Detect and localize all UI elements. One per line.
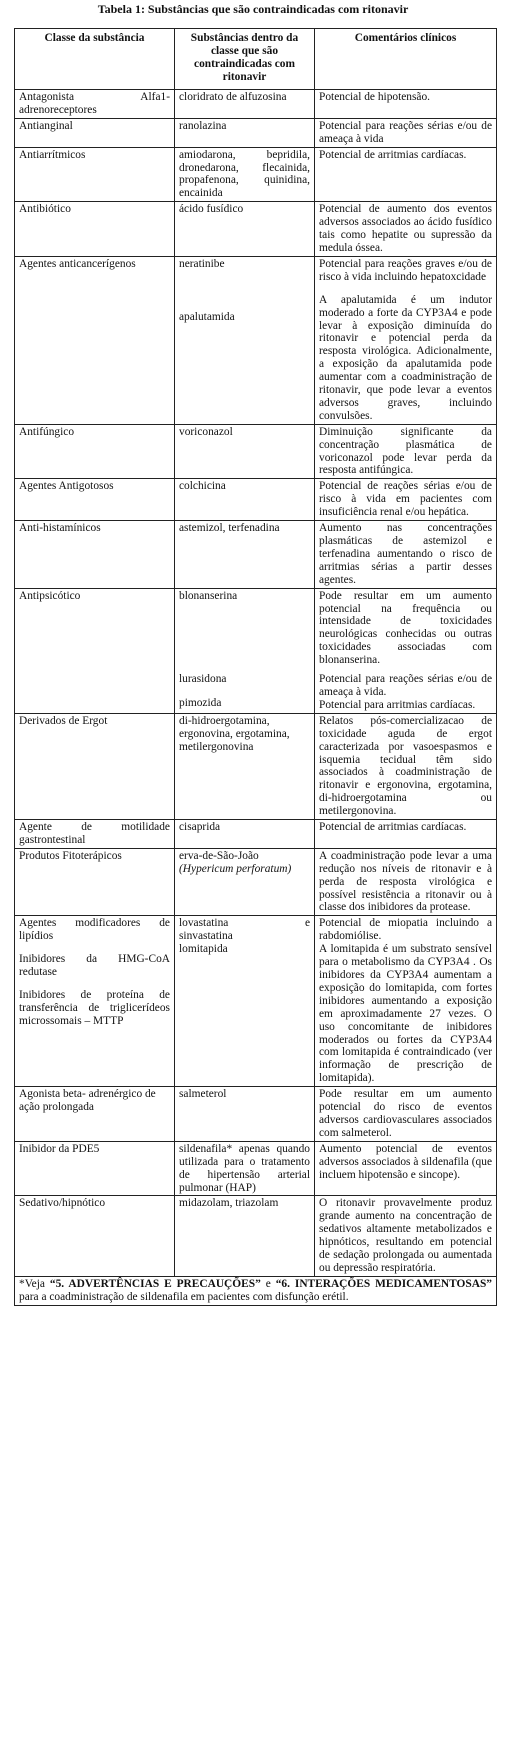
row-class-extra: Inibidores de proteína de transferência de triglicerídeos microssomais – MTTP bbox=[19, 989, 170, 1027]
row-drug: salmeterol bbox=[175, 1087, 315, 1142]
spacer bbox=[19, 943, 170, 953]
row-drug: di-hidroergotamina, ergonovina, ergotamina, metilergonovina bbox=[175, 713, 315, 819]
spacer bbox=[19, 979, 170, 989]
row-drug: amiodarona, bepridila, dronedarona, flecainida, propafenona, quinidina, encainida bbox=[175, 147, 315, 202]
row-class: Inibidor da PDE5 bbox=[15, 1141, 175, 1196]
row-drug: pimozida bbox=[179, 697, 222, 710]
table-row bbox=[15, 1196, 497, 1276]
row-comment: Pode resultar em um aumento potencial do risco de eventos adversos cardiovasculares associados com salmeterol. bbox=[315, 1087, 497, 1142]
row-comment: Potencial de aumento dos eventos adversos associados ao ácido fusídico tais como hepatite ou supressão da medula óssea. bbox=[315, 202, 497, 257]
row-drug: astemizol, terfenadina bbox=[175, 521, 315, 589]
row-drug: lomitapida bbox=[179, 943, 228, 956]
row-drug: voriconazol bbox=[175, 424, 315, 479]
row-class: Produtos Fitoterápicos bbox=[15, 848, 175, 916]
row-drug-cell bbox=[175, 588, 315, 713]
row-comment: A apalutamida é um indutor moderado a forte da CYP3A4 e pode levar à exposição diminuída do ritonavir e potencial perda da resposta virológica. Adicionalmente, a exposição da apalutamida pode aumentar com a coadministração de ritonavir, que pode levar a eventos adversos graves, incluindo convulsões. bbox=[319, 293, 492, 422]
row-drug: ácido fusídico bbox=[175, 202, 315, 257]
row-drug: erva-de-São-João bbox=[179, 849, 259, 862]
row-comment: Aumento potencial de eventos adversos associados à sildenafila (que incluem hipotensão e sincope). bbox=[315, 1141, 497, 1196]
row-comment: O ritonavir provavelmente produz grande aumento na concentração de sedativos altamente metabolizados e hipnóticos, resultando em potencial de sedação prolongada ou aumentada ou depressão respiratória. bbox=[315, 1196, 497, 1276]
row-comment: Pode resultar em um aumento potencial na frequência ou intensidade de toxicidades neurológicas conhecidas ou outras toxicidades associadas com blonanserina. bbox=[319, 589, 492, 667]
row-drug: sildenafila* apenas quando utilizada para o tratamento de hipertensão arterial pulmonar (HAP) bbox=[175, 1141, 315, 1196]
footnote-ref-interactions: “6. INTERAÇÕES MEDICAMENTOSAS” bbox=[275, 1277, 493, 1290]
row-class: Agentes modificadores de lipídios bbox=[19, 917, 170, 943]
row-comment: Potencial para reações graves e/ou de risco à vida incluindo hepatoxcidade bbox=[319, 257, 492, 283]
row-class: Anti-histamínicos bbox=[15, 521, 175, 589]
row-drug: midazolam, triazolam bbox=[175, 1196, 315, 1276]
contraindications-table bbox=[14, 28, 497, 1306]
row-comment: A coadministração pode levar a uma redução nos níveis de ritonavir e à perda de resposta virológica e possível resistência a ritonavir ou à classe dos inibidores da protease. bbox=[315, 848, 497, 916]
table-row bbox=[15, 521, 497, 589]
table-row bbox=[15, 820, 497, 849]
row-class-cell bbox=[15, 916, 175, 1087]
row-drug: cisaprida bbox=[175, 820, 315, 849]
row-class: Antibiótico bbox=[15, 202, 175, 257]
footnote-prefix: *Veja bbox=[19, 1277, 45, 1290]
row-comment: Potencial de hipotensão. bbox=[315, 90, 497, 119]
table-row bbox=[15, 1087, 497, 1142]
footnote-suffix: para a coadministração de sildenafila em pacientes com disfunção erétil. bbox=[19, 1290, 349, 1303]
row-comment: Potencial para reações sérias e/ou de ameaça à vida bbox=[315, 118, 497, 147]
row-comment: Potencial de arritmias cardíacas. bbox=[315, 147, 497, 202]
table-row bbox=[15, 1141, 497, 1196]
header-substances: Substâncias dentro da classe que são contraindicadas com ritonavir bbox=[175, 29, 315, 90]
row-drug: cloridrato de alfuzosina bbox=[175, 90, 315, 119]
row-class: Agente de motilidade gastrontestinal bbox=[15, 820, 175, 849]
footnote-mid: e bbox=[265, 1277, 271, 1290]
row-drug: lovastatina e bbox=[179, 917, 310, 930]
footnote bbox=[15, 1276, 497, 1305]
row-class: Derivados de Ergot bbox=[15, 713, 175, 819]
row-class: Antifúngico bbox=[15, 424, 175, 479]
row-drug: sinvastatina bbox=[179, 930, 233, 943]
row-drug: ranolazina bbox=[175, 118, 315, 147]
table-row bbox=[15, 90, 497, 119]
row-comment: Potencial para reações sérias e/ou de ameaça à vida. bbox=[319, 673, 492, 698]
spacer bbox=[179, 685, 310, 697]
header-class: Classe da substância bbox=[15, 29, 175, 90]
row-drug: lurasidona bbox=[179, 672, 227, 685]
table-row bbox=[15, 588, 497, 713]
row-comment: Aumento nas concentrações plasmáticas de astemizol e terfenadina aumentando o risco de arritmias sérias a partir desses agentes. bbox=[315, 521, 497, 589]
table-row bbox=[15, 118, 497, 147]
table-row bbox=[15, 479, 497, 521]
row-drug: colchicina bbox=[175, 479, 315, 521]
table-header-row bbox=[15, 29, 497, 90]
row-class: Antipsicótico bbox=[15, 588, 175, 713]
row-comment-cell bbox=[315, 588, 497, 713]
row-drug: neratinibe bbox=[179, 257, 225, 270]
row-comment: Diminuição significante da concentração plasmática de voriconazol pode levar perda da resposta antifúngica. bbox=[315, 424, 497, 479]
row-class: Agentes Antigotosos bbox=[15, 479, 175, 521]
spacer bbox=[179, 271, 310, 311]
row-comment-cell bbox=[315, 916, 497, 1087]
row-comment: A lomitapida é um substrato sensível para o metabolismo da CYP3A4 . Os inibidores da CYP3A4 aumentam a exposição do lomitapida, com fortes inibidores aumentando a exposição em aproximadamente 27 vezes. O uso concomitante de inibidores moderados ou fortes da CYP3A4 com lomitapida é contraindicado (ver informação de prescrição de lomitapida). bbox=[319, 943, 492, 1085]
header-comments: Comentários clínicos bbox=[315, 29, 497, 90]
row-comment: Potencial para arritmias cardíacas. bbox=[319, 698, 476, 711]
row-comment: Potencial de arritmias cardíacas. bbox=[315, 820, 497, 849]
table-row bbox=[15, 713, 497, 819]
row-drug: apalutamida bbox=[179, 310, 235, 323]
row-drug: blonanserina bbox=[179, 589, 238, 602]
row-class: Antianginal bbox=[15, 118, 175, 147]
spacer bbox=[179, 603, 310, 673]
row-class: Antagonista Alfa1-adrenoreceptores bbox=[15, 90, 175, 119]
footnote-row bbox=[15, 1276, 497, 1305]
row-class: Agonista beta- adrenérgico de ação prolongada bbox=[15, 1087, 175, 1142]
row-comment: Potencial de reações sérias e/ou de risco à vida em pacientes com insuficiência renal e/ou hepática. bbox=[315, 479, 497, 521]
row-class: Antiarrítmicos bbox=[15, 147, 175, 202]
table-row bbox=[15, 848, 497, 916]
row-comment: Relatos pós-comercializacao de toxicidade aguda de ergot caracterizada por vasoespasmos e isquemia tecidual têm sido associados à coadministração de ritonavir e ergonovina, ergotamina, di-hidroergotamina ou metilergonovina. bbox=[315, 713, 497, 819]
spacer bbox=[319, 284, 492, 294]
row-class-extra: Inibidores da HMG-CoA redutase bbox=[19, 953, 170, 979]
row-drug-cell bbox=[175, 848, 315, 916]
row-drug-cell bbox=[175, 916, 315, 1087]
row-class: Agentes anticancerígenos bbox=[15, 256, 175, 424]
row-class: Sedativo/hipnótico bbox=[15, 1196, 175, 1276]
table-row bbox=[15, 256, 497, 424]
table-row bbox=[15, 147, 497, 202]
row-comment: Potencial de miopatia incluindo a rabdomiólise. bbox=[319, 917, 492, 943]
row-comment-cell bbox=[315, 256, 497, 424]
row-drug-latin: (Hypericum perforatum) bbox=[179, 862, 292, 875]
footnote-ref-warnings: “5. ADVERTÊNCIAS E PRECAUÇÕES” bbox=[49, 1277, 261, 1290]
table-row bbox=[15, 424, 497, 479]
table-row bbox=[15, 202, 497, 257]
row-drug-cell bbox=[175, 256, 315, 424]
table-caption: Tabela 1: Substâncias que são contraindicadas com ritonavir bbox=[97, 2, 409, 16]
table-row bbox=[15, 916, 497, 1087]
